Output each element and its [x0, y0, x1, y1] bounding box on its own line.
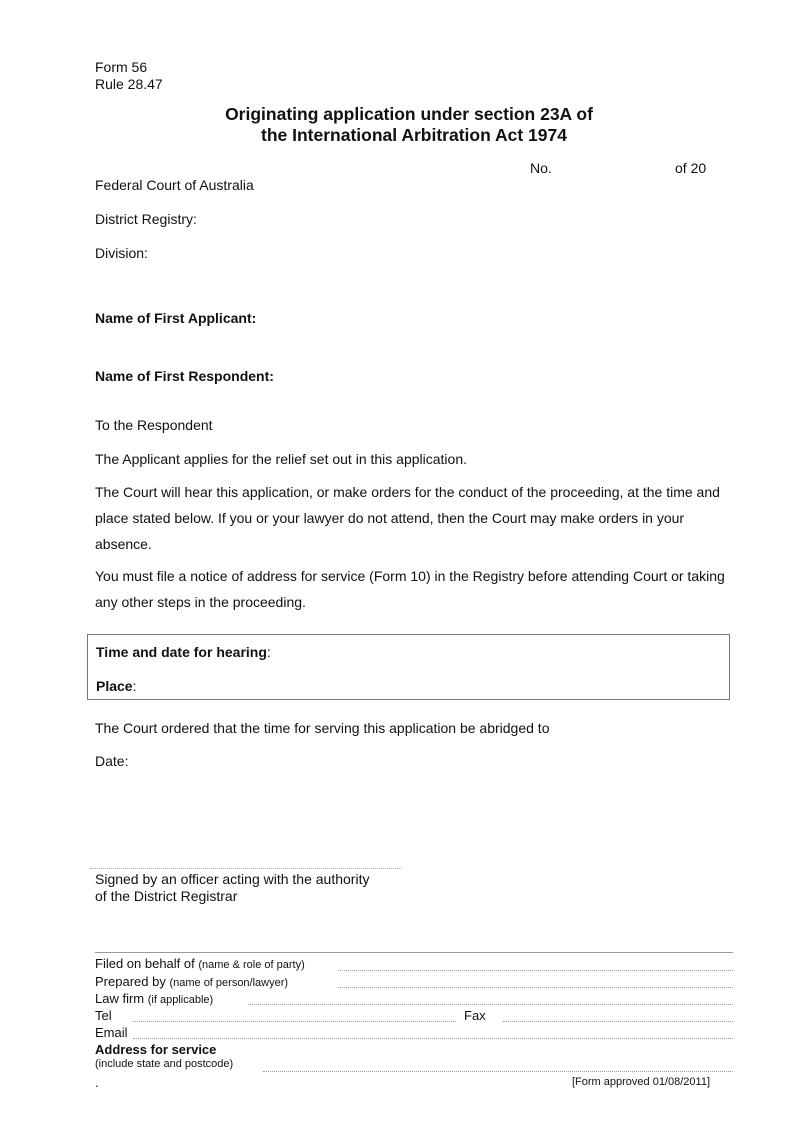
- signature-text-line2: of the District Registrar: [95, 888, 238, 904]
- hearing-notice-paragraph: The Court will hear this application, or make orders for the conduct of the proceeding, at the time and place stated below. If you or your lawyer do not attend, then the Court may make orders in your absence.: [95, 484, 720, 552]
- case-number-label: No.: [530, 160, 552, 176]
- form-number: Form 56: [95, 59, 148, 75]
- abridged-text: The Court ordered that the time for serving this application be abridged to: [95, 720, 550, 736]
- hearing-place-label: Place: [96, 678, 133, 694]
- filed-on-behalf-label: Filed on behalf of: [95, 956, 195, 971]
- case-year-label: of 20: [675, 160, 707, 176]
- form-title-line1: Originating application under section 23A of: [225, 104, 593, 124]
- tel-field[interactable]: [133, 1021, 456, 1022]
- filed-on-behalf-field[interactable]: [338, 970, 733, 971]
- prepared-by-field[interactable]: [338, 987, 733, 988]
- hearing-time-row: [96, 644, 271, 660]
- address-service-paragraph: You must file a notice of address for service (Form 10) in the Registry before attending Court or taking any other steps in the proceeding.: [95, 568, 725, 610]
- prepared-by-label: Prepared by: [95, 974, 166, 989]
- applicant-applies-text: The Applicant applies for the relief set out in this application.: [95, 451, 467, 467]
- first-applicant-label: Name of First Applicant:: [95, 310, 257, 326]
- form-approved-note: [Form approved 01/08/2011]: [572, 1076, 710, 1088]
- law-firm-hint: (if applicable): [147, 994, 214, 1006]
- district-registry-label: District Registry:: [95, 211, 197, 227]
- signature-text-line1: Signed by an officer acting with the authority: [95, 871, 370, 887]
- abridged-date-label: Date:: [95, 753, 129, 769]
- hearing-details-box: [87, 634, 730, 700]
- fax-field[interactable]: [503, 1021, 733, 1022]
- footer-divider: [95, 952, 733, 953]
- signature-line: [90, 868, 402, 869]
- law-firm-field[interactable]: [248, 1004, 733, 1005]
- hearing-time-label: Time and date for hearing: [96, 644, 267, 660]
- prepared-by-hint: (name of person/lawyer): [169, 977, 289, 989]
- email-field[interactable]: [133, 1038, 733, 1039]
- address-for-service-label: Address for service: [95, 1042, 217, 1057]
- court-name: Federal Court of Australia: [95, 177, 254, 193]
- address-for-service-hint: (include state and postcode): [95, 1058, 234, 1070]
- email-label: Email: [95, 1025, 128, 1040]
- address-for-service-field[interactable]: [263, 1071, 733, 1072]
- filed-on-behalf-row: [95, 956, 305, 971]
- rule-number: Rule 28.47: [95, 76, 163, 92]
- prepared-by-row: [95, 974, 288, 989]
- law-firm-label: Law firm: [95, 991, 145, 1006]
- footer-dot: .: [95, 1075, 99, 1090]
- filed-on-behalf-hint: (name & role of party): [198, 959, 305, 971]
- tel-label: Tel: [95, 1008, 112, 1023]
- hearing-place-colon: :: [132, 678, 137, 694]
- division-label: Division:: [95, 245, 148, 261]
- form-title-line2: the International Arbitration Act 1974: [261, 125, 567, 145]
- first-respondent-label: Name of First Respondent:: [95, 368, 274, 384]
- to-respondent: To the Respondent: [95, 417, 213, 433]
- law-firm-row: [95, 991, 213, 1006]
- hearing-place-row: [96, 678, 136, 694]
- fax-label: Fax: [464, 1008, 486, 1023]
- hearing-time-colon: :: [266, 644, 271, 660]
